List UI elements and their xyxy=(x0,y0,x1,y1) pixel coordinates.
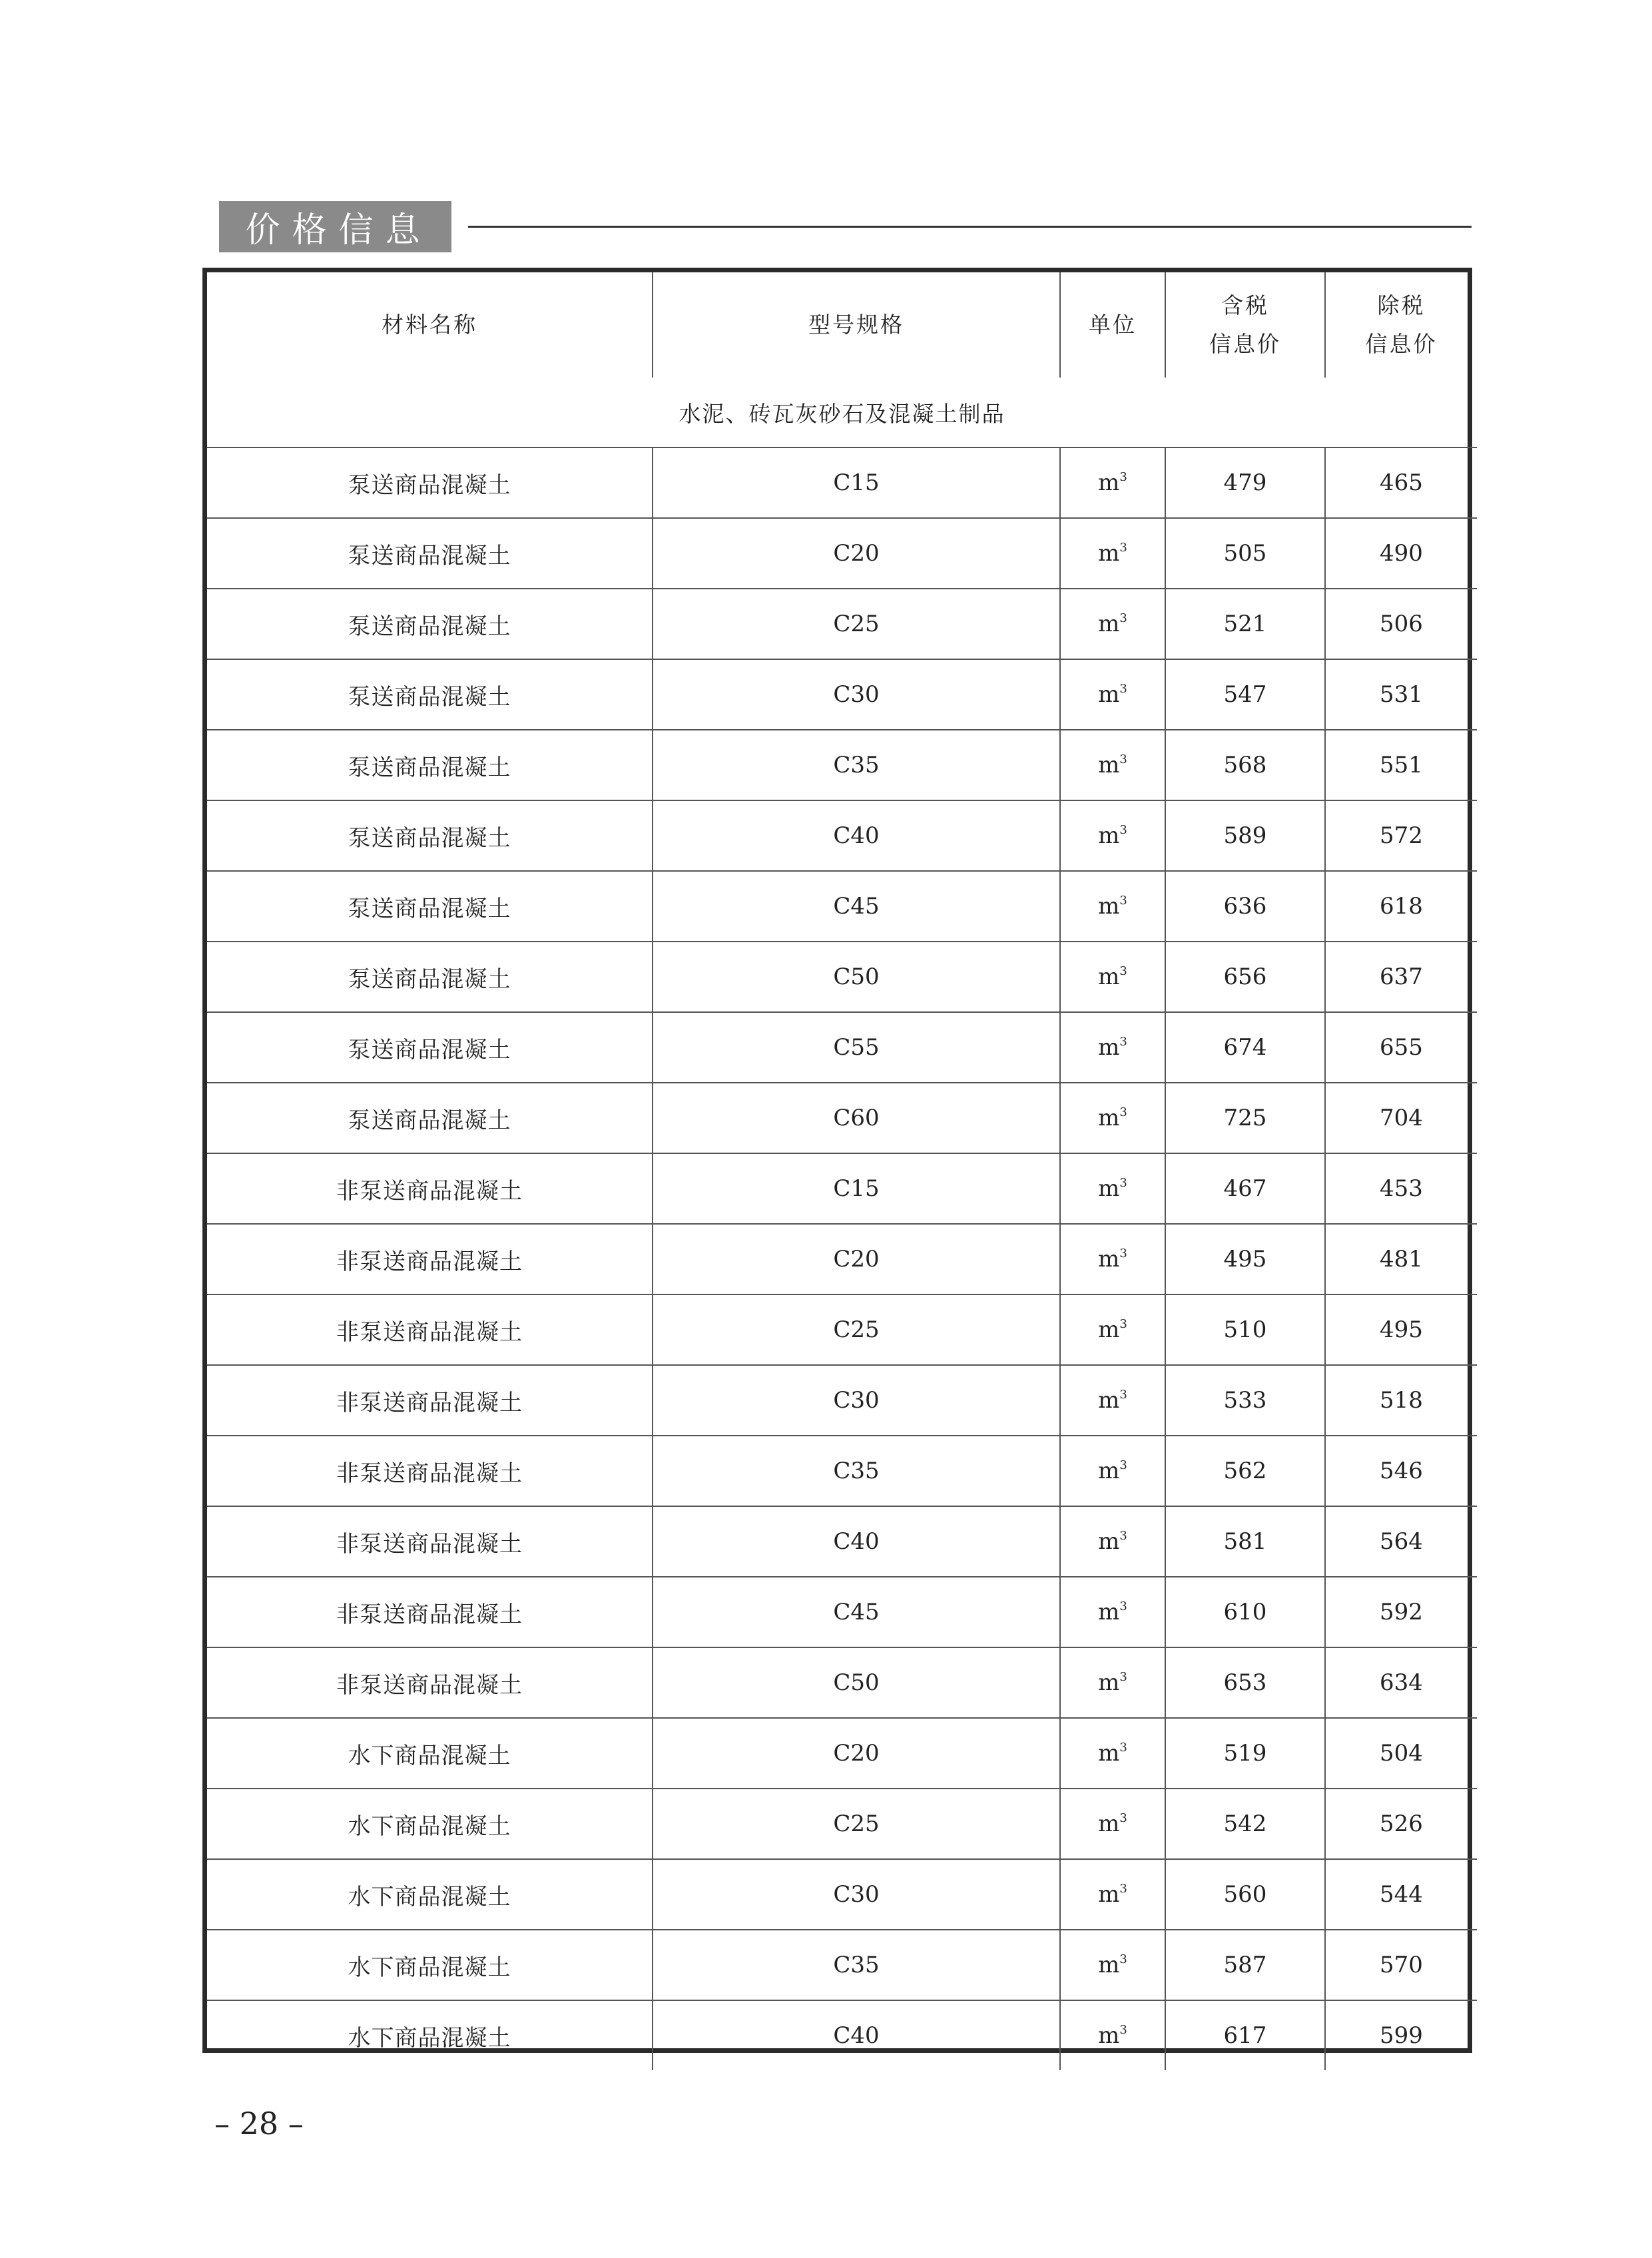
table-row xyxy=(207,1083,1477,1153)
material-name-cell: 非泵送商品混凝土 xyxy=(207,1224,653,1294)
unit-cell xyxy=(1060,1859,1165,1930)
table-row xyxy=(207,1647,1477,1718)
table-row xyxy=(207,942,1477,1012)
tax-price-cell: 533 xyxy=(1165,1365,1325,1436)
material-name-cell: 非泵送商品混凝土 xyxy=(207,1436,653,1506)
tax-price-cell: 562 xyxy=(1165,1436,1325,1506)
spec-cell: C60 xyxy=(653,1083,1060,1153)
unit-cell xyxy=(1060,1647,1165,1718)
notax-price-cell: 465 xyxy=(1325,447,1477,518)
tax-price-cell: 636 xyxy=(1165,871,1325,942)
unit-exponent: 3 xyxy=(1119,1247,1127,1261)
col-header-notax-price xyxy=(1325,272,1477,378)
unit-cell xyxy=(1060,1294,1165,1365)
unit-exponent: 3 xyxy=(1119,1741,1127,1755)
unit-cell xyxy=(1060,1365,1165,1436)
col-header-tax-price-line2: 信息价 xyxy=(1209,331,1281,357)
table-row xyxy=(207,800,1477,871)
col-header-tax-price xyxy=(1165,272,1325,378)
unit-cell xyxy=(1060,1577,1165,1647)
material-name-cell: 泵送商品混凝土 xyxy=(207,871,653,942)
notax-price-cell: 564 xyxy=(1325,1506,1477,1577)
table-row xyxy=(207,1012,1477,1083)
notax-price-cell: 526 xyxy=(1325,1789,1477,1859)
unit-base: m xyxy=(1098,611,1120,637)
col-header-notax-price-line2: 信息价 xyxy=(1365,331,1438,357)
tax-price-cell: 617 xyxy=(1165,2000,1325,2070)
table-header-row xyxy=(207,272,1477,378)
unit-cell xyxy=(1060,1930,1165,2000)
unit-exponent: 3 xyxy=(1119,1317,1127,1331)
unit-base: m xyxy=(1098,1034,1120,1061)
notax-price-cell: 599 xyxy=(1325,2000,1477,2070)
col-header-material-name: 材料名称 xyxy=(207,272,653,378)
unit-base: m xyxy=(1098,1599,1120,1625)
notax-price-cell: 495 xyxy=(1325,1294,1477,1365)
section-header-badge: 价格信息 xyxy=(219,201,451,252)
material-name-cell: 水下商品混凝土 xyxy=(207,1859,653,1930)
material-name-cell: 泵送商品混凝土 xyxy=(207,1012,653,1083)
unit-exponent: 3 xyxy=(1119,1035,1127,1049)
material-name-cell: 泵送商品混凝土 xyxy=(207,730,653,800)
unit-base: m xyxy=(1098,1669,1120,1696)
unit-exponent: 3 xyxy=(1119,611,1127,625)
notax-price-cell: 637 xyxy=(1325,942,1477,1012)
unit-cell xyxy=(1060,2000,1165,2070)
unit-base: m xyxy=(1098,964,1120,990)
material-name-cell: 非泵送商品混凝土 xyxy=(207,1647,653,1718)
unit-cell xyxy=(1060,800,1165,871)
unit-exponent: 3 xyxy=(1119,1670,1127,1684)
unit-cell xyxy=(1060,871,1165,942)
notax-price-cell: 570 xyxy=(1325,1930,1477,2000)
unit-base: m xyxy=(1098,1387,1120,1414)
spec-cell: C35 xyxy=(653,1930,1060,2000)
material-name-cell: 水下商品混凝土 xyxy=(207,1789,653,1859)
unit-base: m xyxy=(1098,540,1120,567)
unit-base: m xyxy=(1098,1246,1120,1272)
spec-cell: C30 xyxy=(653,659,1060,730)
unit-cell xyxy=(1060,1224,1165,1294)
material-name-cell: 泵送商品混凝土 xyxy=(207,1083,653,1153)
unit-cell xyxy=(1060,730,1165,800)
unit-cell xyxy=(1060,1083,1165,1153)
tax-price-cell: 587 xyxy=(1165,1930,1325,2000)
spec-cell: C50 xyxy=(653,942,1060,1012)
unit-base: m xyxy=(1098,893,1120,920)
material-name-cell: 泵送商品混凝土 xyxy=(207,518,653,589)
spec-cell: C40 xyxy=(653,800,1060,871)
page-number: – 28 – xyxy=(214,2106,304,2141)
spec-cell: C45 xyxy=(653,1577,1060,1647)
unit-exponent: 3 xyxy=(1119,823,1127,837)
unit-cell xyxy=(1060,447,1165,518)
table-row xyxy=(207,1718,1477,1789)
spec-cell: C30 xyxy=(653,1365,1060,1436)
table-row xyxy=(207,1294,1477,1365)
table-row xyxy=(207,730,1477,800)
unit-exponent: 3 xyxy=(1119,1882,1127,1896)
tax-price-cell: 479 xyxy=(1165,447,1325,518)
unit-cell xyxy=(1060,659,1165,730)
material-name-cell: 非泵送商品混凝土 xyxy=(207,1294,653,1365)
section-title: 水泥、砖瓦灰砂石及混凝土制品 xyxy=(207,378,1477,447)
unit-exponent: 3 xyxy=(1119,541,1127,555)
unit-exponent: 3 xyxy=(1119,1811,1127,1825)
tax-price-cell: 467 xyxy=(1165,1153,1325,1224)
unit-cell xyxy=(1060,1436,1165,1506)
material-name-cell: 水下商品混凝土 xyxy=(207,2000,653,2070)
spec-cell: C35 xyxy=(653,730,1060,800)
unit-cell xyxy=(1060,1506,1165,1577)
notax-price-cell: 453 xyxy=(1325,1153,1477,1224)
spec-cell: C40 xyxy=(653,1506,1060,1577)
table-row xyxy=(207,2000,1477,2070)
unit-exponent: 3 xyxy=(1119,1388,1127,1402)
tax-price-cell: 542 xyxy=(1165,1789,1325,1859)
unit-exponent: 3 xyxy=(1119,1176,1127,1190)
unit-base: m xyxy=(1098,469,1120,496)
table-row xyxy=(207,1436,1477,1506)
col-header-tax-price-line1: 含税 xyxy=(1221,292,1269,318)
notax-price-cell: 634 xyxy=(1325,1647,1477,1718)
unit-exponent: 3 xyxy=(1119,1952,1127,1966)
unit-base: m xyxy=(1098,1952,1120,1978)
unit-base: m xyxy=(1098,1175,1120,1202)
spec-cell: C30 xyxy=(653,1859,1060,1930)
material-name-cell: 泵送商品混凝土 xyxy=(207,447,653,518)
col-header-unit: 单位 xyxy=(1060,272,1165,378)
section-row xyxy=(207,378,1477,447)
table-row xyxy=(207,1859,1477,1930)
table-row xyxy=(207,1789,1477,1859)
material-name-cell: 泵送商品混凝土 xyxy=(207,659,653,730)
unit-cell xyxy=(1060,589,1165,659)
material-name-cell: 非泵送商品混凝土 xyxy=(207,1365,653,1436)
unit-cell xyxy=(1060,1718,1165,1789)
material-name-cell: 非泵送商品混凝土 xyxy=(207,1153,653,1224)
spec-cell: C25 xyxy=(653,1294,1060,1365)
spec-cell: C20 xyxy=(653,518,1060,589)
notax-price-cell: 544 xyxy=(1325,1859,1477,1930)
unit-exponent: 3 xyxy=(1119,470,1127,484)
unit-base: m xyxy=(1098,1811,1120,1837)
tax-price-cell: 510 xyxy=(1165,1294,1325,1365)
notax-price-cell: 546 xyxy=(1325,1436,1477,1506)
col-header-spec: 型号规格 xyxy=(653,272,1060,378)
spec-cell: C25 xyxy=(653,589,1060,659)
notax-price-cell: 490 xyxy=(1325,518,1477,589)
tax-price-cell: 547 xyxy=(1165,659,1325,730)
tax-price-cell: 656 xyxy=(1165,942,1325,1012)
notax-price-cell: 572 xyxy=(1325,800,1477,871)
tax-price-cell: 610 xyxy=(1165,1577,1325,1647)
tax-price-cell: 519 xyxy=(1165,1718,1325,1789)
table-row xyxy=(207,1577,1477,1647)
table-row xyxy=(207,589,1477,659)
unit-exponent: 3 xyxy=(1119,1458,1127,1472)
table-row xyxy=(207,871,1477,942)
spec-cell: C20 xyxy=(653,1718,1060,1789)
table-row xyxy=(207,1930,1477,2000)
material-name-cell: 水下商品混凝土 xyxy=(207,1718,653,1789)
spec-cell: C40 xyxy=(653,2000,1060,2070)
tax-price-cell: 653 xyxy=(1165,1647,1325,1718)
notax-price-cell: 618 xyxy=(1325,871,1477,942)
unit-exponent: 3 xyxy=(1119,1529,1127,1543)
unit-cell xyxy=(1060,942,1165,1012)
unit-base: m xyxy=(1098,681,1120,708)
notax-price-cell: 592 xyxy=(1325,1577,1477,1647)
tax-price-cell: 495 xyxy=(1165,1224,1325,1294)
notax-price-cell: 531 xyxy=(1325,659,1477,730)
unit-base: m xyxy=(1098,1881,1120,1908)
unit-exponent: 3 xyxy=(1119,2023,1127,2037)
unit-exponent: 3 xyxy=(1119,1105,1127,1119)
unit-exponent: 3 xyxy=(1119,1599,1127,1613)
unit-cell xyxy=(1060,518,1165,589)
notax-price-cell: 506 xyxy=(1325,589,1477,659)
notax-price-cell: 655 xyxy=(1325,1012,1477,1083)
unit-cell xyxy=(1060,1153,1165,1224)
spec-cell: C55 xyxy=(653,1012,1060,1083)
unit-base: m xyxy=(1098,1105,1120,1131)
spec-cell: C15 xyxy=(653,1153,1060,1224)
tax-price-cell: 505 xyxy=(1165,518,1325,589)
material-name-cell: 非泵送商品混凝土 xyxy=(207,1577,653,1647)
tax-price-cell: 674 xyxy=(1165,1012,1325,1083)
unit-base: m xyxy=(1098,1316,1120,1343)
notax-price-cell: 504 xyxy=(1325,1718,1477,1789)
notax-price-cell: 481 xyxy=(1325,1224,1477,1294)
tax-price-cell: 521 xyxy=(1165,589,1325,659)
material-name-cell: 非泵送商品混凝土 xyxy=(207,1506,653,1577)
table-row xyxy=(207,1153,1477,1224)
table-row xyxy=(207,447,1477,518)
price-table xyxy=(207,272,1477,2070)
unit-base: m xyxy=(1098,1528,1120,1555)
unit-base: m xyxy=(1098,822,1120,849)
tax-price-cell: 725 xyxy=(1165,1083,1325,1153)
material-name-cell: 水下商品混凝土 xyxy=(207,1930,653,2000)
notax-price-cell: 551 xyxy=(1325,730,1477,800)
table-row xyxy=(207,1506,1477,1577)
unit-base: m xyxy=(1098,752,1120,778)
table-row xyxy=(207,659,1477,730)
spec-cell: C15 xyxy=(653,447,1060,518)
table-row xyxy=(207,1224,1477,1294)
table-row xyxy=(207,1365,1477,1436)
spec-cell: C35 xyxy=(653,1436,1060,1506)
notax-price-cell: 518 xyxy=(1325,1365,1477,1436)
material-name-cell: 泵送商品混凝土 xyxy=(207,942,653,1012)
spec-cell: C50 xyxy=(653,1647,1060,1718)
unit-base: m xyxy=(1098,1458,1120,1484)
unit-exponent: 3 xyxy=(1119,752,1127,766)
material-name-cell: 泵送商品混凝土 xyxy=(207,589,653,659)
table-row xyxy=(207,518,1477,589)
spec-cell: C20 xyxy=(653,1224,1060,1294)
unit-exponent: 3 xyxy=(1119,682,1127,696)
tax-price-cell: 581 xyxy=(1165,1506,1325,1577)
price-table-frame xyxy=(202,268,1472,2053)
unit-cell xyxy=(1060,1789,1165,1859)
tax-price-cell: 589 xyxy=(1165,800,1325,871)
material-name-cell: 泵送商品混凝土 xyxy=(207,800,653,871)
unit-exponent: 3 xyxy=(1119,894,1127,908)
tax-price-cell: 568 xyxy=(1165,730,1325,800)
unit-exponent: 3 xyxy=(1119,964,1127,978)
tax-price-cell: 560 xyxy=(1165,1859,1325,1930)
header-divider xyxy=(468,226,1472,228)
unit-base: m xyxy=(1098,2022,1120,2049)
unit-base: m xyxy=(1098,1740,1120,1767)
unit-cell xyxy=(1060,1012,1165,1083)
notax-price-cell: 704 xyxy=(1325,1083,1477,1153)
spec-cell: C25 xyxy=(653,1789,1060,1859)
col-header-notax-price-line1: 除税 xyxy=(1377,292,1426,318)
spec-cell: C45 xyxy=(653,871,1060,942)
